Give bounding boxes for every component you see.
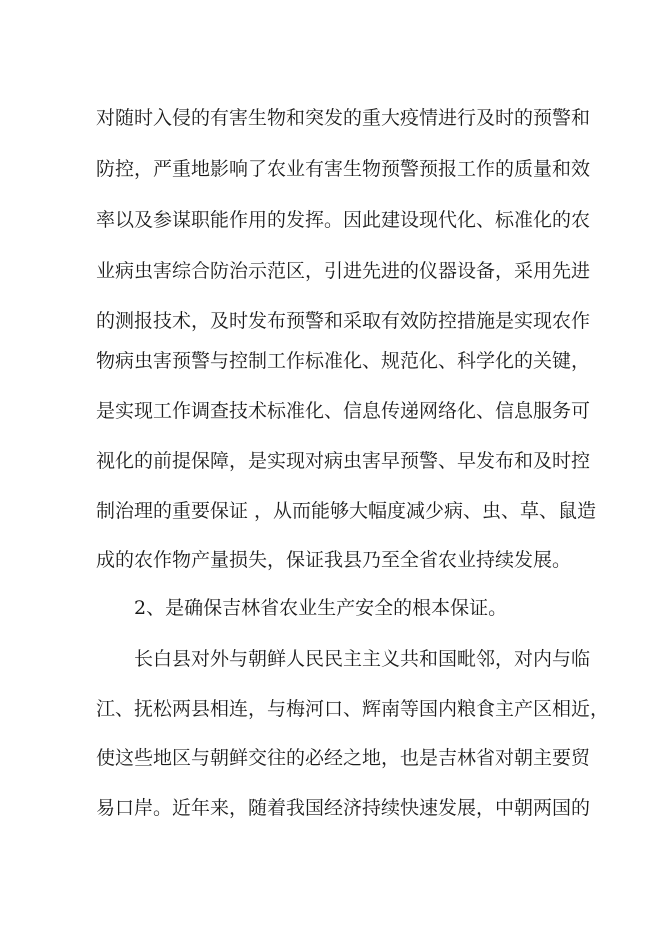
text-line: 的测报技术，及时发布预警和采取有效防控措施是实现农作 [96,310,591,332]
text-line: 对随时入侵的有害生物和突发的重大疫情进行及时的预警和 [96,107,591,129]
text-line: 防控，严重地影响了农业有害生物预警预报工作的质量和效 [96,158,591,180]
text-line: 业病虫害综合防治示范区，引进先进的仪器设备，采用先进 [96,260,591,282]
text-line: 易口岸。近年来，随着我国经济持续快速发展，中朝两国的 [96,797,591,819]
text-line: 江、抚松两县相连，与梅河口、辉南等国内粮食主产区相近， [96,698,610,720]
text-line: 使这些地区与朝鲜交往的必经之地，也是吉林省对朝主要贸 [96,747,591,769]
text-line: 物病虫害预警与控制工作标准化、规范化、科学化的关键， [96,350,591,372]
text-line: 视化的前提保障，是实现对病虫害早预警、早发布和及时控 [96,450,591,472]
text-line: 是实现工作调查技术标准化、信息传递网络化、信息服务可 [96,400,591,422]
text-line: 长白县对外与朝鲜人民民主主义共和国毗邻，对内与临 [134,648,591,670]
section-heading: 2、是确保吉林省农业生产安全的根本保证。 [134,597,508,619]
text-line: 率以及参谋职能作用的发挥。因此建设现代化、标准化的农 [96,209,591,231]
text-line: 成的农作物产量损失，保证我县乃至全省农业持续发展。 [96,549,572,571]
text-line: 制治理的重要保证 ，从而能够大幅度减少病、虫、草、鼠造 [96,500,597,522]
